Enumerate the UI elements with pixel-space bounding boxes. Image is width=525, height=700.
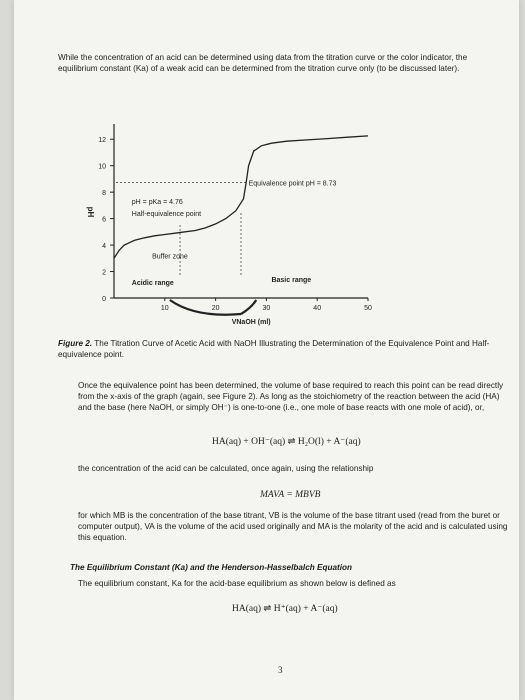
paragraph-equilibrium: The equilibrium constant, Ka for the acid-base equilibrium as shown below is defined as (78, 579, 396, 588)
y-tick-label: 2 (102, 269, 106, 277)
section-heading: The Equilibrium Constant (Ka) and the Henderson-Hasselbalch Equation (70, 563, 353, 572)
titration-curve (114, 136, 368, 261)
x-axis-label: VNaOH (ml) (231, 319, 271, 326)
y-tick-label: 10 (98, 163, 106, 171)
figure-caption (58, 338, 508, 360)
y-tick-label: 0 (102, 296, 106, 303)
document-page (14, 0, 519, 700)
equation-neutralization: HA(aq) + OH⁻(aq) ⇌ H₂O(l) + A⁻(aq) (212, 437, 361, 447)
figure-label: Figure 2. (58, 339, 93, 348)
paragraph-variables: for which MB is the concentration of the base titrant, VB is the volume of the base titrant used (read from the buret or computer output), VA is the volume of the acid used originally and MA is the molarity of the acid and is calculated using this equation. (78, 511, 508, 542)
acidic-range-label: Acidic range (131, 279, 174, 287)
x-tick-label: 40 (313, 305, 322, 312)
half-equivalence-ph-label: pH = pKa = 4.76 (131, 199, 183, 207)
y-tick-label: 6 (102, 216, 106, 224)
x-tick-label: 20 (211, 305, 220, 312)
y-tick-label: 4 (102, 243, 106, 251)
equivalence-label: Equivalence point pH = 8.73 (248, 180, 337, 188)
paragraph-concentration: the concentration of the acid can be calculated, once again, using the relationship (78, 464, 374, 473)
buffer-zone-label: Buffer zone (152, 253, 188, 261)
equation-dissociation: HA(aq) ⇌ H⁺(aq) + A⁻(aq) (232, 604, 338, 614)
basic-range-arc (241, 300, 256, 314)
figure-caption-text: The Titration Curve of Acetic Acid with NaOH Illustrating the Determination of the Equivalence Point and Half-equivalence point. (58, 339, 490, 359)
y-tick-label: 8 (102, 190, 106, 198)
equation-molarity: MAVA = MBVB (260, 490, 321, 500)
acidic-range-arc (170, 300, 241, 315)
x-tick-label: 30 (262, 305, 271, 312)
basic-range-label: Basic range (271, 277, 312, 285)
paragraph-equivalence: Once the equivalence point has been determined, the volume of base required to reach this point can be read directly from the x-axis of the graph (again, see Figure 2). As long as the stoichiometry of the reaction between the acid (HA) and the base (here NaOH, or simply OH⁻) is one-to-one (i.e., one mole of base reacts with one mole of acid), or, (78, 381, 504, 412)
x-tick-label: 10 (160, 305, 169, 312)
titration-chart (74, 112, 394, 334)
intro-paragraph: While the concentration of an acid can be determined using data from the titration curve or the color indicator, the equilibrium constant (Ka) of a weak acid can be determined from the titration curve only (to be discussed later). (58, 53, 468, 73)
y-tick-label: 12 (98, 137, 106, 145)
x-tick-label: 50 (364, 305, 372, 312)
y-axis-label: pH (86, 206, 95, 218)
half-equivalence-label: Half-equivalence point (131, 210, 202, 218)
page-number: 3 (278, 665, 283, 675)
